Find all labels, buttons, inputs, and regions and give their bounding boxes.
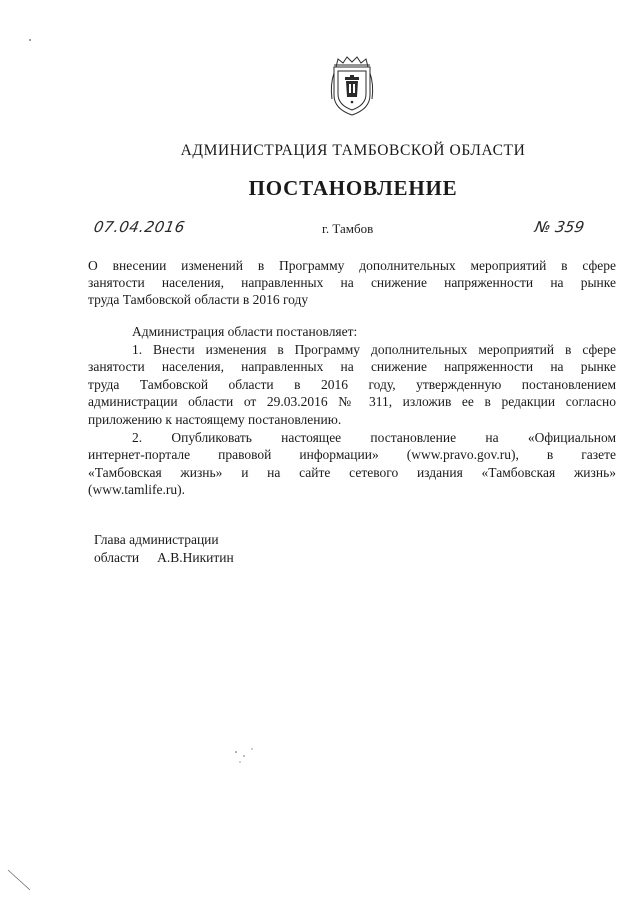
signatory-position-cont — [94, 549, 234, 567]
body-line: приложению к настоящему постановлению. — [88, 411, 342, 427]
body-line-item-2: 2. Опубликовать настоящее постановление на «Официальном — [132, 429, 616, 445]
handwritten-document-number: № 359 — [533, 218, 586, 236]
body-line: интернет-портале правовой информации» (www.pravo.gov.ru), в газете — [88, 447, 616, 463]
signatory-position-line2: области — [94, 550, 140, 565]
signatory-name: А.В.Никитин — [157, 550, 234, 565]
coat-of-arms-emblem — [328, 55, 376, 117]
document-body — [88, 323, 616, 499]
organization-name: АДМИНИСТРАЦИЯ ТАМБОВСКОЙ ОБЛАСТИ — [180, 142, 526, 159]
body-line: «Тамбовская жизнь» и на сайте сетевого издания «Тамбовская жизнь» — [88, 464, 616, 480]
signature-block — [94, 531, 234, 567]
body-line-preamble: Администрация области постановляет: — [132, 324, 358, 339]
body-line: труда Тамбовской области в 2016 году, утвержденную постановлением — [88, 376, 616, 392]
body-line-item-1: 1. Внести изменения в Программу дополнительных мероприятий в сфере — [132, 341, 616, 357]
document-type-title: ПОСТАНОВЛЕНИЕ — [248, 176, 458, 200]
body-line: занятости населения, направленных на снижение напряженности на рынке — [88, 359, 616, 375]
body-line: администрации области от 29.03.2016 № 311, изложив ее в редакции согласно — [88, 394, 616, 410]
handwritten-date: 07.04.2016 — [92, 218, 187, 236]
subject-line: занятости населения, направленных на снижение напряженности на рынке — [88, 275, 616, 290]
signatory-position: Глава администрации — [94, 532, 219, 547]
subject-line: О внесении изменений в Программу дополнительных мероприятий в сфере — [88, 258, 616, 273]
body-line: (www.tamlife.ru). — [88, 482, 185, 498]
city-label: г. Тамбов — [322, 221, 374, 236]
document-subject — [88, 257, 616, 308]
subject-line: труда Тамбовской области в 2016 году — [88, 292, 309, 307]
